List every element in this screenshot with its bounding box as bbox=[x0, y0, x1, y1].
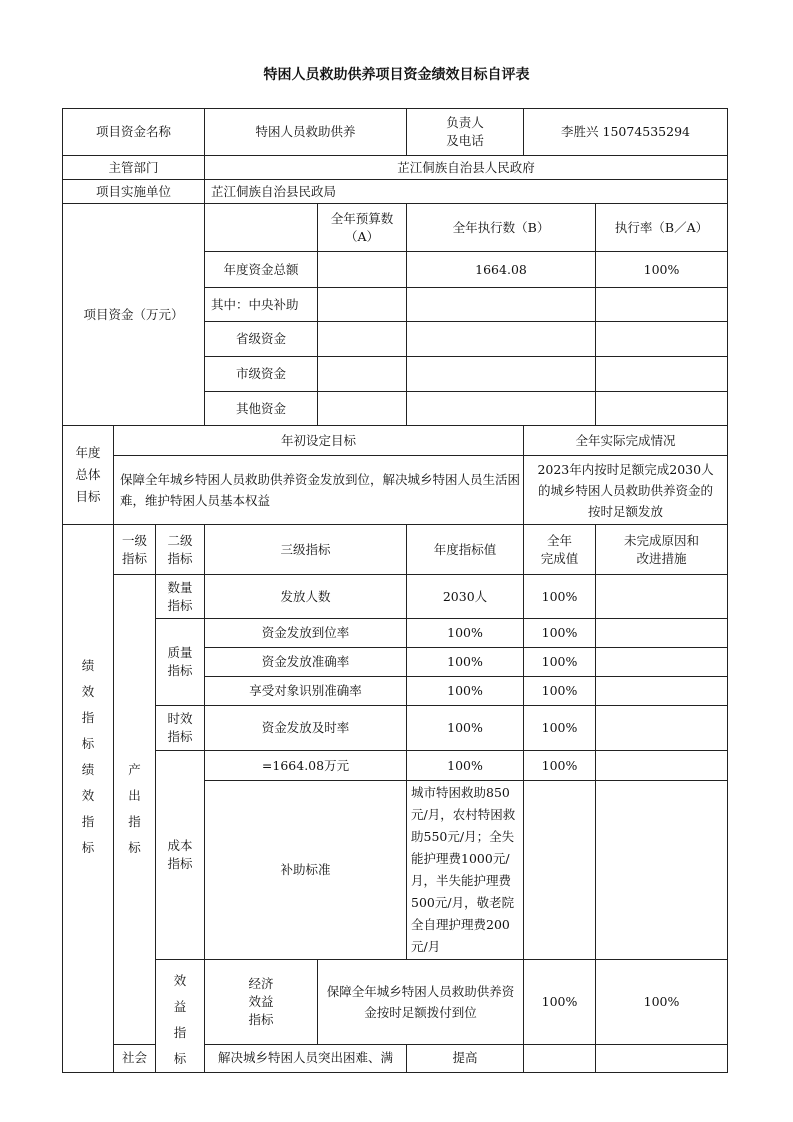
cost-indicator-label: 成本 指标 bbox=[156, 751, 205, 960]
time-indicator-label: 时效 指标 bbox=[156, 706, 205, 751]
evaluation-table bbox=[62, 108, 728, 1073]
funds-corner-cell bbox=[205, 204, 318, 252]
h-reason: 未完成原因和 改进措施 bbox=[596, 525, 728, 575]
indicator-done: 100% bbox=[524, 648, 596, 677]
perf-label: 绩 效 指 标 绩 效 指 标 bbox=[63, 525, 114, 1073]
indicator-name: 资金发放及时率 bbox=[205, 706, 407, 751]
fund-row-budget bbox=[318, 392, 407, 426]
indicator-value: 100% bbox=[407, 706, 524, 751]
fund-row-exec bbox=[407, 288, 596, 322]
indicator-value: 100% bbox=[407, 751, 524, 781]
fund-row-name: 市级资金 bbox=[205, 357, 318, 392]
dept-value: 芷江侗族自治县人民政府 bbox=[205, 156, 728, 180]
indicator-done bbox=[524, 1044, 596, 1072]
indicator-done: 100% bbox=[524, 575, 596, 619]
indicator-value: 100% bbox=[524, 960, 596, 1045]
indicator-name: 享受对象识别准确率 bbox=[205, 677, 407, 706]
h-annual-value: 年度指标值 bbox=[407, 525, 524, 575]
indicator-value: 100% bbox=[407, 677, 524, 706]
quality-indicator-label: 质量 指标 bbox=[156, 619, 205, 706]
indicator-reason bbox=[596, 781, 728, 960]
h-done: 全年 完成值 bbox=[524, 525, 596, 575]
fund-row-exec bbox=[407, 357, 596, 392]
indicator-value: 100% bbox=[407, 619, 524, 648]
benefit-indicator-label: 效 益 指 标 bbox=[156, 960, 205, 1073]
indicator-reason bbox=[596, 648, 728, 677]
econ-indicator-label: 经济 效益 指标 bbox=[205, 960, 318, 1045]
fund-row-rate bbox=[596, 288, 728, 322]
fund-row-rate: 100% bbox=[596, 252, 728, 288]
dept-label: 主管部门 bbox=[63, 156, 205, 180]
annual-target-header: 年初设定目标 bbox=[114, 426, 524, 456]
impl-label: 项目实施单位 bbox=[63, 180, 205, 204]
annual-goal-label: 年度 总体 目标 bbox=[63, 426, 114, 525]
indicator-done: 100% bbox=[524, 619, 596, 648]
indicator-value: 城市特困救助850元/月，农村特困救助550元/月；全失能护理费1000元/月，半失能护理费500元/月，敬老院全自理护理费200元/月 bbox=[407, 781, 524, 960]
project-name-label: 项目资金名称 bbox=[63, 109, 205, 156]
indicator-value: 2030人 bbox=[407, 575, 524, 619]
fund-row-rate bbox=[596, 392, 728, 426]
fund-row-exec: 1664.08 bbox=[407, 252, 596, 288]
output-indicator-label: 产 出 指 标 bbox=[114, 575, 156, 1045]
indicator-name: 补助标准 bbox=[205, 781, 407, 960]
project-name-value: 特困人员救助供养 bbox=[205, 109, 407, 156]
fund-row-exec bbox=[407, 392, 596, 426]
h-level3: 三级指标 bbox=[205, 525, 407, 575]
indicator-reason bbox=[596, 751, 728, 781]
fund-row-name: 其他资金 bbox=[205, 392, 318, 426]
fund-row-budget bbox=[318, 288, 407, 322]
indicator-done: 100% bbox=[524, 706, 596, 751]
indicator-name: 保障全年城乡特困人员救助供养资金按时足额拨付到位 bbox=[318, 960, 524, 1045]
fund-row-rate bbox=[596, 322, 728, 357]
indicator-name: 资金发放到位率 bbox=[205, 619, 407, 648]
fund-row-name: 省级资金 bbox=[205, 322, 318, 357]
impl-value: 芷江侗族自治县民政局 bbox=[205, 180, 728, 204]
fund-row-budget bbox=[318, 357, 407, 392]
indicator-reason bbox=[596, 706, 728, 751]
indicator-reason bbox=[596, 619, 728, 648]
col-rate: 执行率（B／A） bbox=[596, 204, 728, 252]
fund-row-rate bbox=[596, 357, 728, 392]
indicator-name: 解决城乡特困人员突出困难、满 bbox=[205, 1044, 407, 1072]
indicator-name: 资金发放准确率 bbox=[205, 648, 407, 677]
indicator-name: =1664.08万元 bbox=[205, 751, 407, 781]
indicator-value: 100% bbox=[407, 648, 524, 677]
indicator-done bbox=[524, 781, 596, 960]
annual-actual-text: 2023年内按时足额完成2030人的城乡特困人员救助供养资金的按时足额发放 bbox=[524, 456, 728, 525]
h-level2: 二级 指标 bbox=[156, 525, 205, 575]
annual-target-text: 保障全年城乡特困人员救助供养资金发放到位，解决城乡特困人员生活困难，维护特困人员基本权益 bbox=[114, 456, 524, 525]
indicator-reason bbox=[596, 575, 728, 619]
page-title: 特困人员救助供养项目资金绩效目标自评表 bbox=[263, 67, 530, 83]
annual-actual-header: 全年实际完成情况 bbox=[524, 426, 728, 456]
indicator-reason bbox=[596, 677, 728, 706]
indicator-done: 100% bbox=[524, 751, 596, 781]
indicator-done: 100% bbox=[596, 960, 728, 1045]
qty-indicator-label: 数量 指标 bbox=[156, 575, 205, 619]
contact-label: 负责人 及电话 bbox=[407, 109, 524, 156]
indicator-value: 提高 bbox=[407, 1044, 524, 1072]
h-level1: 一级 指标 bbox=[114, 525, 156, 575]
fund-row-exec bbox=[407, 322, 596, 357]
funds-label: 项目资金（万元） bbox=[63, 204, 205, 426]
fund-row-name: 年度资金总额 bbox=[205, 252, 318, 288]
fund-row-name: 其中：中央补助 bbox=[205, 288, 318, 322]
fund-row-budget bbox=[318, 252, 407, 288]
fund-row-budget bbox=[318, 322, 407, 357]
col-exec: 全年执行数（B） bbox=[407, 204, 596, 252]
col-budget: 全年预算数 （A） bbox=[318, 204, 407, 252]
contact-value: 李胜兴 15074535294 bbox=[524, 109, 728, 156]
indicator-reason bbox=[596, 1044, 728, 1072]
indicator-name: 发放人数 bbox=[205, 575, 407, 619]
indicator-done: 100% bbox=[524, 677, 596, 706]
social-indicator-label: 社会 bbox=[114, 1044, 156, 1072]
